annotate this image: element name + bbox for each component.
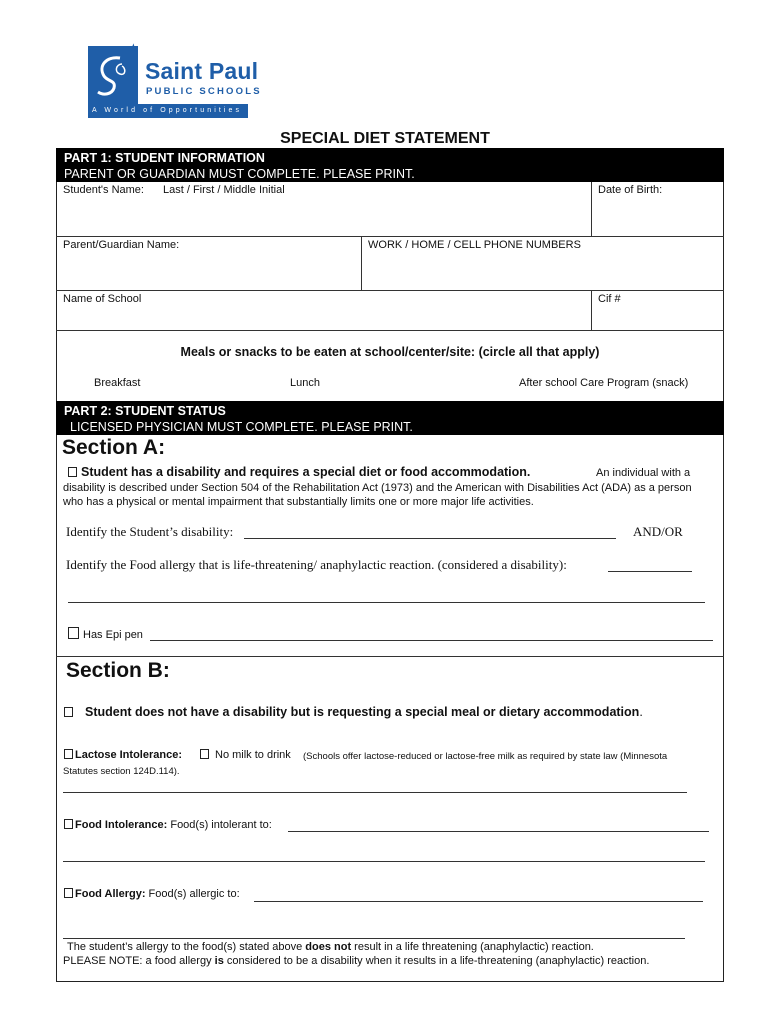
disability-line[interactable] xyxy=(244,538,616,539)
allergy-line[interactable] xyxy=(608,571,692,572)
logo-tagline: A World of Opportunities xyxy=(88,104,248,118)
part2-instruction: LICENSED PHYSICIAN MUST COMPLETE. PLEASE PRINT. xyxy=(70,420,413,434)
meal-option-breakfast[interactable]: Breakfast xyxy=(94,377,141,389)
epi-pen-line[interactable] xyxy=(150,640,713,641)
and-or-label: AND/OR xyxy=(633,524,683,539)
cif-label: Cif # xyxy=(598,293,621,305)
food-intolerance-line-2[interactable] xyxy=(63,861,705,862)
guardian-name-field[interactable] xyxy=(60,252,358,288)
food-allergy-label: Food Allergy: xyxy=(75,888,146,900)
document-title: SPECIAL DIET STATEMENT xyxy=(280,130,490,147)
school-name-field[interactable] xyxy=(60,306,588,328)
divider xyxy=(591,182,592,236)
star-icon: ★ xyxy=(128,41,139,55)
section-a-option[interactable] xyxy=(68,465,530,479)
section-b-period: . xyxy=(639,705,643,719)
divider xyxy=(56,236,724,237)
meal-option-lunch[interactable]: Lunch xyxy=(290,377,320,389)
food-allergy-line-2[interactable] xyxy=(63,938,685,939)
note-text: result in a life threatening (anaphylactic) reaction. xyxy=(351,941,594,953)
logo-subtitle: PUBLIC SCHOOLS xyxy=(146,86,262,97)
checkbox-icon[interactable] xyxy=(68,467,77,477)
checkbox-icon[interactable] xyxy=(64,819,73,829)
meal-option-after-school[interactable]: After school Care Program (snack) xyxy=(519,377,689,389)
meals-heading: Meals or snacks to be eaten at school/center/site: (circle all that apply) xyxy=(180,345,600,359)
divider xyxy=(361,236,362,290)
checkbox-icon[interactable] xyxy=(200,749,209,759)
food-intolerance-option[interactable] xyxy=(64,819,272,831)
student-name-field[interactable] xyxy=(60,184,590,234)
section-b-option[interactable] xyxy=(64,705,643,719)
divider xyxy=(56,656,724,657)
phone-field[interactable] xyxy=(364,252,722,288)
identify-allergy-label: Identify the Food allergy that is life-threatening/ anaphylactic reaction. (considered a disability): xyxy=(66,557,567,572)
food-allergy-option[interactable] xyxy=(64,888,240,900)
no-milk-option[interactable] xyxy=(200,749,291,761)
section-a-description-2: disability is described under Section 504 of the Rehabilitation Act (1973) and the American with Disabilities Act (ADA) as a person xyxy=(63,482,692,494)
phone-label: WORK / HOME / CELL PHONE NUMBERS xyxy=(368,239,581,251)
no-milk-label: No milk to drink xyxy=(215,749,291,761)
student-name-label: Student's Name: xyxy=(63,184,144,196)
food-intolerance-label: Food Intolerance: xyxy=(75,819,168,831)
note-text: considered to be a disability when it results in a life-threatening (anaphylactic) reaction. xyxy=(223,955,650,967)
logo-swirl-icon xyxy=(92,50,134,100)
cif-field[interactable] xyxy=(594,306,722,328)
part2-heading: PART 2: STUDENT STATUS xyxy=(64,404,226,418)
divider xyxy=(591,290,592,330)
section-b-checkbox-label: Student does not have a disability but is requesting a special meal or dietary accommodation xyxy=(85,705,640,719)
epi-pen-option[interactable] xyxy=(68,627,143,641)
lactose-label: Lactose Intolerance: xyxy=(75,749,182,761)
section-a-description-3: who has a physical or mental impairment that substantially limits one or more major life activities. xyxy=(63,496,534,508)
school-label: Name of School xyxy=(63,293,142,305)
dob-field[interactable] xyxy=(594,196,722,234)
note-emphasis: does not xyxy=(305,941,352,953)
checkbox-icon[interactable] xyxy=(64,749,73,759)
guardian-label: Parent/Guardian Name: xyxy=(63,239,180,251)
checkbox-icon[interactable] xyxy=(68,627,79,639)
part1-heading: PART 1: STUDENT INFORMATION xyxy=(64,151,265,165)
lactose-note-1: (Schools offer lactose-reduced or lactose-free milk as required by state law (Minnesota xyxy=(303,751,668,762)
lactose-note-2: Statutes section 124D.114). xyxy=(63,766,180,777)
section-a-checkbox-label: Student has a disability and requires a special diet or food accommodation. xyxy=(81,465,531,479)
lactose-option[interactable] xyxy=(64,749,182,761)
identify-disability-label: Identify the Student’s disability: xyxy=(66,524,234,539)
note-text: PLEASE NOTE: a food allergy xyxy=(63,955,215,967)
food-allergy-text: Food(s) allergic to: xyxy=(148,888,240,900)
logo-title: Saint Paul xyxy=(145,58,259,84)
epi-pen-label: Has Epi pen xyxy=(83,629,143,641)
allergy-note-1 xyxy=(67,941,594,953)
divider xyxy=(56,290,724,291)
part2-header xyxy=(56,401,724,435)
part1-instruction: PARENT OR GUARDIAN MUST COMPLETE. PLEASE PRINT. xyxy=(64,167,415,181)
allergy-line-2[interactable] xyxy=(68,602,705,603)
food-intolerance-text: Food(s) intolerant to: xyxy=(170,819,272,831)
lactose-line[interactable] xyxy=(63,792,687,793)
note-emphasis: is xyxy=(214,955,224,967)
section-a-heading: Section A: xyxy=(62,436,166,459)
checkbox-icon[interactable] xyxy=(64,888,73,898)
student-name-format: Last / First / Middle Initial xyxy=(163,184,285,196)
part1-header xyxy=(56,148,724,182)
checkbox-icon[interactable] xyxy=(64,707,73,717)
section-b-heading: Section B: xyxy=(66,659,170,682)
section-a-description-1: An individual with a xyxy=(596,467,691,479)
note-text: The student’s allergy to the food(s) stated above xyxy=(67,941,306,953)
dob-label: Date of Birth: xyxy=(598,184,663,196)
food-allergy-line[interactable] xyxy=(254,901,703,902)
divider xyxy=(56,330,724,331)
food-intolerance-line[interactable] xyxy=(288,831,709,832)
allergy-note-2 xyxy=(63,955,649,967)
